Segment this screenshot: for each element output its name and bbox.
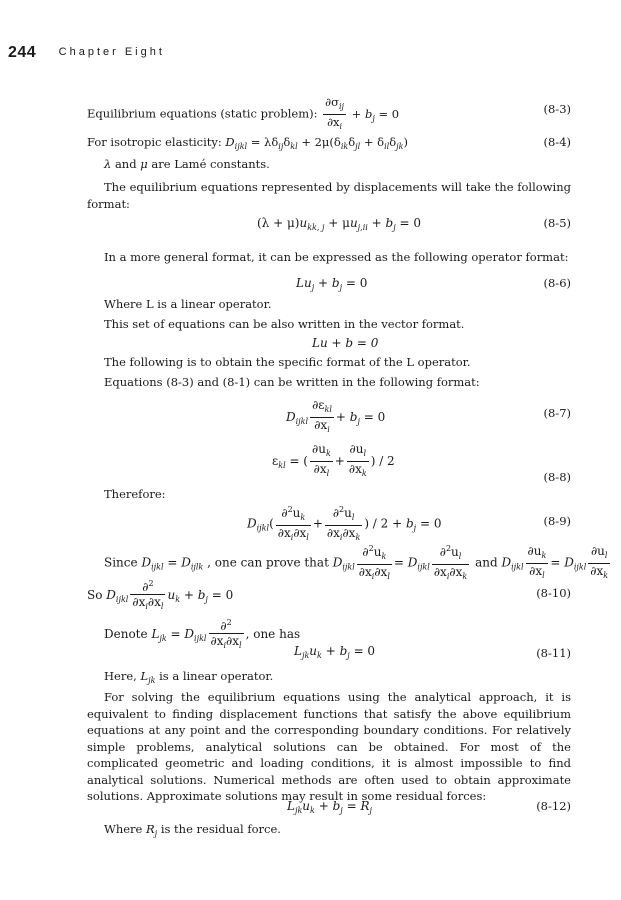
equilibrium-intro: The equilibrium equations represented by displacements will take the following format: — [87, 180, 571, 211]
running-header — [8, 44, 165, 62]
eq89: $D_{ijkl}$( $\frac{\partial^2u_k}{\partial x_i\partial x_l}$ + $\frac{\partial^2u_l}{\partial x_i\partial x_k}$ ) / $2 + b_j = 0$ — [247, 505, 442, 542]
denote-line: Denote $L_{jk} = D_{ijkl}$ $\frac{\partial^2}{\partial x_i\partial x_l}$ , one has — [104, 618, 301, 650]
eq-number: (8-5) — [543, 216, 571, 230]
eq-number: (8-4) — [543, 135, 571, 149]
main-paragraph: For solving the equilibrium equations using the analytical approach, it is equivalent to finding displacement functions that satisfy the above equilibrium equations at any point and the corresponding boundary conditions. For relatively simple problems, analytical solutions can be obtained. For most of the complicated geometric and loading conditions, it is almost impossible to find analytical solutions. Numerical methods are often used to obtain approximate solutions. Approximate solutions may result in some residual forces: — [87, 690, 571, 803]
eq87: $D_{ijkl}$ $\frac{\partial\varepsilon_{kl}}{\partial x_i}$ + $b_j = 0$ — [286, 398, 386, 434]
eq86: $Lu_j + b_j = 0$ — [296, 276, 368, 292]
eq-number: (8-9) — [543, 514, 571, 528]
general-format: In a more general format, it can be expressed as the following operator format: — [104, 250, 569, 264]
where-L: Where L is a linear operator. — [104, 297, 272, 311]
eq811: $L_{jk}u_k + b_j = 0$ — [294, 644, 376, 660]
eq-number: (8-12) — [536, 799, 571, 813]
eq-number: (8-6) — [543, 276, 571, 290]
eq88: $\varepsilon_{kl}$ = ( $\frac{\partial u_k}{\partial x_l}$ + $\frac{\partial u_l}{\partial x_k}$ ) / 2 — [272, 442, 395, 478]
eq812: $L_{jk}u_k + b_j = R_j$ — [287, 799, 372, 815]
equations-written: Equations (8-3) and (8-1) can be written in the following format: — [104, 375, 480, 389]
eq85: $(\lambda + \mu)u_{kk, j} + \mu u_{j,ii} + b_j = 0$ — [257, 216, 421, 232]
since-line: Since $D_{ijkl} = D_{ijlk}$ , one can prove that $D_{ijkl}$ $\frac{\partial^2u_k}{\partial x_i\partial x_l}$ = $D_{ijkl}$ $\frac{\partial^2u_l}{\partial x_i\partial x_k}$ and $D_{ijkl}$ $\frac{\partial u_k}{\partial x_l}$ = $D_{ijkl}$ $\frac{\partial u_l}{\partial x_k}$ — [104, 543, 609, 581]
here-line: Here, $L_{jk}$ is a linear operator. — [104, 669, 274, 685]
eq810: So $D_{ijkl}$ $\frac{\partial^2}{\partial x_i\partial x_l}$ $u_k + b_j = 0$ — [87, 579, 234, 611]
eq83-label: Equilibrium equations (static problem): — [87, 106, 318, 121]
page-number: 244 — [8, 44, 37, 61]
eq84-label: For isotropic elasticity: — [87, 135, 222, 149]
chapter-title: Chapter Eight — [58, 46, 165, 58]
eq-number: (8-3) — [543, 102, 571, 116]
vector-format: This set of equations can be also written in the vector format. — [104, 317, 465, 331]
eq84-line: For isotropic elasticity: $D_{ijkl} = \lambda\delta_{ij}\delta_{kl} + 2\mu(\delta_{ik}\delta_{jl} + \delta_{il}\delta_{jk})$ — [87, 135, 408, 151]
lame-line: λ and μ are Lamé constants. — [104, 157, 270, 171]
eq-number: (8-7) — [543, 406, 571, 420]
eq-number: (8-11) — [536, 646, 571, 660]
eq83-line: Equilibrium equations (static problem): $\frac{\partial\sigma_{ij}}{\partial x_i}$ + $b_j = 0$ — [87, 95, 399, 134]
specific-format: The following is to obtain the specific format of the L operator. — [104, 355, 471, 369]
eq83-fraction: $\frac{\partial\sigma_{ij}}{\partial x_i}$ — [325, 95, 344, 131]
where-R-line: Where $R_j$ is the residual force. — [104, 822, 281, 838]
vector-equation: Lu + b = 0 — [312, 336, 379, 350]
eq-number: (8-10) — [536, 586, 571, 600]
eq-number: (8-8) — [543, 470, 571, 484]
therefore: Therefore: — [104, 487, 166, 501]
